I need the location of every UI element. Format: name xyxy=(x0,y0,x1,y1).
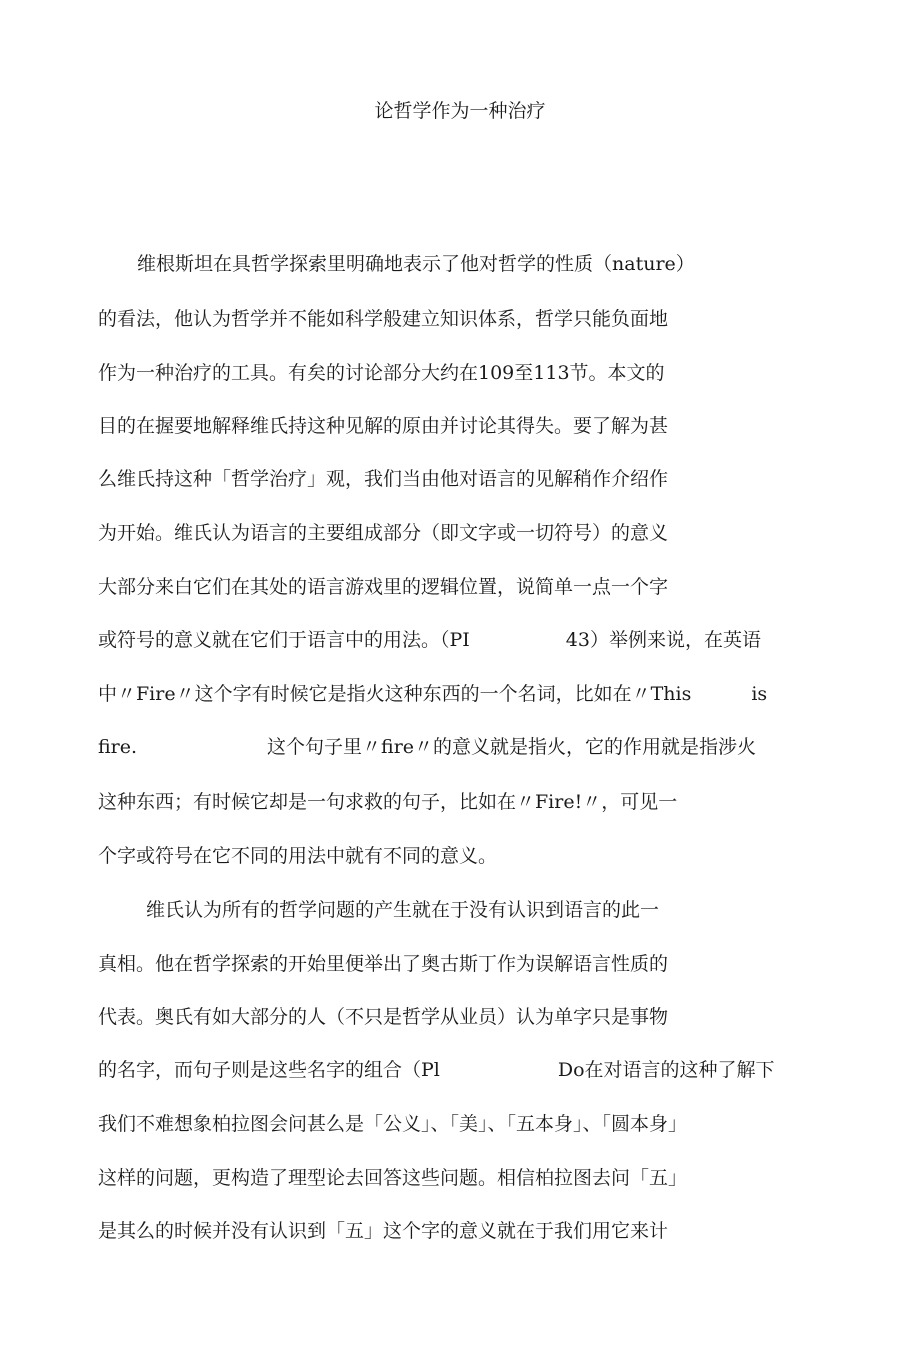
text-line: 么维氏持这种「哲学治疗」观，我们当由他对语言的见解稍作介绍作 xyxy=(98,468,669,490)
text-line xyxy=(98,734,756,760)
text-segment: is xyxy=(751,683,768,705)
text-line: 这样的问题，更构造了理型论去回答这些问题。相信柏拉图去问「五」 xyxy=(98,1167,688,1189)
text-line xyxy=(98,627,761,653)
text-line: 真相。他在哲学探索的开始里便举出了奥古斯丁作为误解语言性质的 xyxy=(98,953,669,975)
text-segment: 或符号的意义就在它们于语言中的用法。（PI xyxy=(98,629,470,651)
text-segment: Do在对语言的这种了解下 xyxy=(557,1059,775,1081)
text-segment: 43）举例来说，在英语 xyxy=(565,629,761,651)
text-line: 是其么的时候并没有认识到「五」这个字的意义就在于我们用它来计 xyxy=(98,1220,669,1242)
text-line: 我们不难想象柏拉图会问甚么是「公义」、「美」、「五本身」、「圆本身」 xyxy=(98,1113,688,1135)
text-line: 这种东西；有时候它却是一句求救的句子，比如在〃Fire!〃，可见一 xyxy=(98,791,678,813)
text-line: 为开始。维氏认为语言的主要组成部分（即文字或一切符号）的意义 xyxy=(98,522,669,544)
text-line: 目的在握要地解释维氏持这种见解的原由并讨论其得失。要了解为甚 xyxy=(98,415,669,437)
document-title: 论哲学作为一种治疗 xyxy=(374,100,546,122)
text-line: 大部分来白它们在其处的语言游戏里的逻辑位置，说简单一点一个字 xyxy=(98,576,669,598)
text-segment: 这个句子里〃fire〃的意义就是指火，它的作用就是指涉火 xyxy=(267,736,757,758)
text-line: 作为一种治疗的工具。有矣的讨论部分大约在109至113节。本文的 xyxy=(98,362,665,384)
text-segment: 的名字，而句子则是这些名字的组合（Pl xyxy=(98,1059,440,1081)
text-line xyxy=(98,1057,775,1083)
text-line xyxy=(98,681,767,707)
text-line: 维根斯坦在具哲学探索里明确地表示了他对哲学的性质（nature） xyxy=(137,253,695,275)
text-line: 个字或符号在它不同的用法中就有不同的意义。 xyxy=(98,845,498,867)
text-segment: 中〃Fire〃这个字有时候它是指火这种东西的一个名词，比如在〃This xyxy=(98,683,692,705)
text-line: 维氏认为所有的哲学问题的产生就在于没有认识到语言的此一 xyxy=(146,899,660,921)
text-segment: fire. xyxy=(98,736,138,758)
text-line: 的看法，他认为哲学并不能如科学般建立知识体系，哲学只能负面地 xyxy=(98,308,669,330)
text-line: 代表。奥氏有如大部分的人（不只是哲学从业员）认为单字只是事物 xyxy=(98,1006,669,1028)
